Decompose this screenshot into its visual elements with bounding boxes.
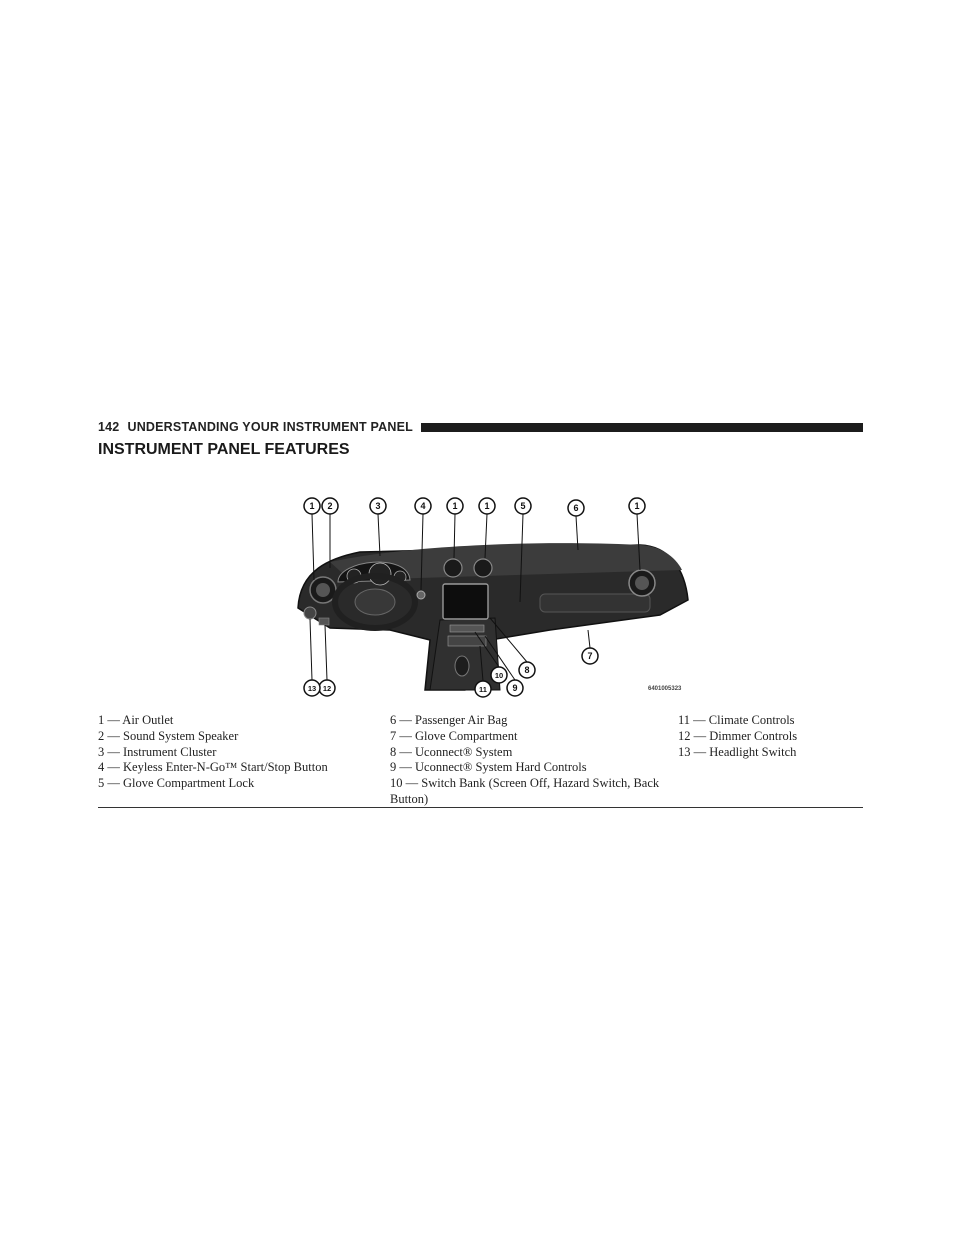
callout-label: 13 xyxy=(307,684,317,693)
section-title: INSTRUMENT PANEL FEATURES xyxy=(98,441,350,458)
callout-label: 3 xyxy=(375,501,381,511)
legend-item: 5 — Glove Compartment Lock xyxy=(98,776,255,791)
start-stop-button xyxy=(417,591,425,599)
callout-label: 4 xyxy=(420,501,426,511)
callout-label: 1 xyxy=(484,501,490,511)
callout-label: 12 xyxy=(322,684,332,693)
legend-item: 2 — Sound System Speaker xyxy=(98,728,239,743)
callout-label: 1 xyxy=(634,501,640,511)
legend xyxy=(98,713,863,808)
legend-item: 7 — Glove Compartment xyxy=(390,728,518,743)
page-number: 142 xyxy=(98,420,120,434)
callout-label: 11 xyxy=(479,685,487,694)
center-air-outlet-right xyxy=(474,559,492,577)
callout-label: 9 xyxy=(512,683,518,693)
callout-label: 7 xyxy=(587,651,593,661)
legend-item: 8 — Uconnect® System xyxy=(390,744,513,759)
legend-item: 13 — Headlight Switch xyxy=(678,744,797,759)
center-air-outlet-left xyxy=(444,559,462,577)
legend-item: 4 — Keyless Enter-N-Go™ Start/Stop Button xyxy=(98,760,328,775)
glove-compartment xyxy=(540,594,650,612)
instrument-panel-illustration xyxy=(290,490,700,702)
headlight-switch xyxy=(304,607,316,619)
legend-item: 11 — Climate Controls xyxy=(678,713,795,727)
legend-column-1 xyxy=(98,713,390,808)
callout-label: 5 xyxy=(520,501,526,511)
gear-shifter xyxy=(455,656,469,676)
callout-label: 1 xyxy=(452,501,458,511)
callout-label: 10 xyxy=(494,671,504,680)
legend-column-2 xyxy=(390,713,678,808)
legend-item: 10 — Switch Bank (Screen Off, Hazard Switch, Back Button) xyxy=(390,776,660,806)
header-rule xyxy=(421,423,863,432)
figure-code: 6401005323 xyxy=(648,686,682,692)
callout-label: 8 xyxy=(524,665,530,675)
switch-bank xyxy=(450,625,484,632)
legend-item: 9 — Uconnect® System Hard Controls xyxy=(390,760,587,775)
legend-item: 6 — Passenger Air Bag xyxy=(390,713,508,727)
legend-item: 1 — Air Outlet xyxy=(98,713,174,727)
legend-item: 3 — Instrument Cluster xyxy=(98,744,217,759)
uconnect-screen xyxy=(443,584,488,619)
bottom-rule xyxy=(98,807,863,808)
steering-wheel-hub xyxy=(355,589,395,615)
page-header xyxy=(98,418,863,436)
legend-column-3 xyxy=(678,713,863,808)
callout-label: 2 xyxy=(327,501,333,511)
callout-label: 1 xyxy=(309,501,315,511)
running-title: UNDERSTANDING YOUR INSTRUMENT PANEL xyxy=(127,420,413,434)
legend-item: 12 — Dimmer Controls xyxy=(678,728,798,743)
dimmer-controls xyxy=(319,618,329,625)
callout-label: 6 xyxy=(573,503,579,513)
climate-controls xyxy=(448,636,486,646)
